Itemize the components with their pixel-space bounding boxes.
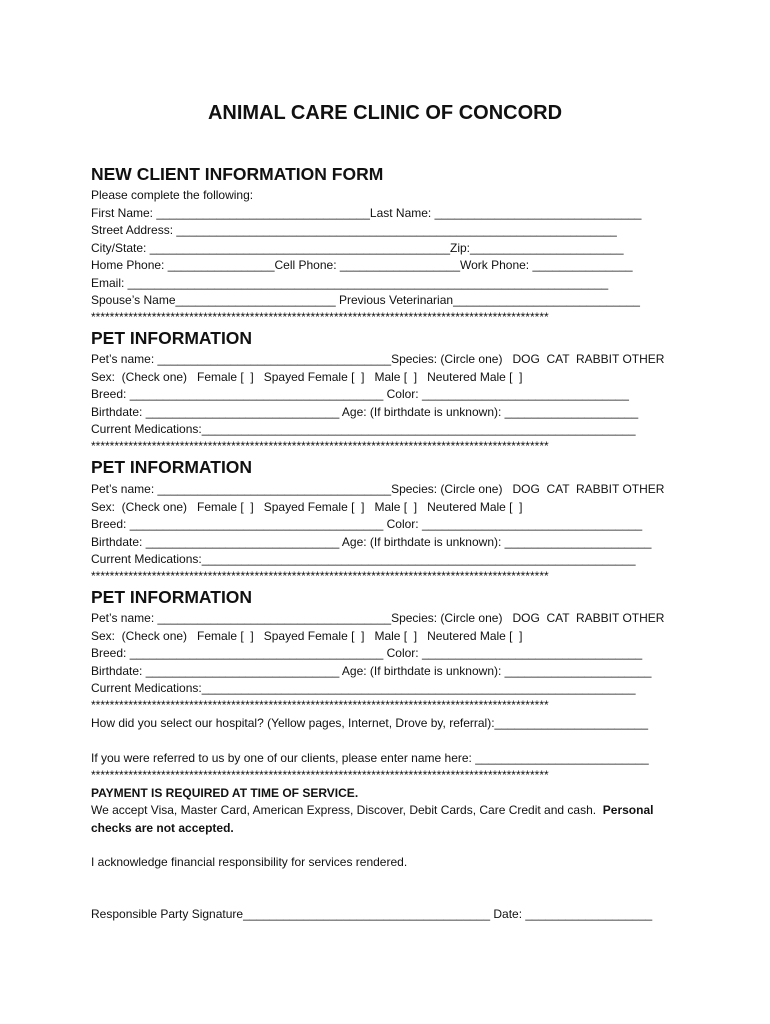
hospital-selection-field[interactable]: How did you select our hospital? (Yellow pages, Internet, Drove by, referral):_______________________ <box>91 716 649 730</box>
referral-name-field[interactable]: If you were referred to us by one of our clients, please enter name here: __________________________ <box>91 751 649 765</box>
pet-sex-checkboxes[interactable]: Sex: (Check one) Female [ ] Spayed Female [ ] Male [ ] Neutered Male [ ] <box>91 500 523 514</box>
pet-medications-field[interactable]: Current Medications:_________________________________________________________________ <box>91 552 636 566</box>
separator: ************************************************************************************************** <box>91 310 549 324</box>
signature-date-field[interactable]: Responsible Party Signature_____________________________________ Date: ___________________ <box>91 907 653 921</box>
street-address-field[interactable]: Street Address: __________________________________________________________________ <box>91 223 617 237</box>
pet-info-heading: PET INFORMATION <box>91 328 253 348</box>
first-last-name-field[interactable]: First Name: ________________________________Last Name: _______________________________ <box>91 206 642 220</box>
pet-birthdate-age-field[interactable]: Birthdate: _____________________________ Age: (If birthdate is unknown): ______________________ <box>91 535 652 549</box>
financial-responsibility-text: I acknowledge financial responsibility for services rendered. <box>91 855 408 869</box>
clinic-title: ANIMAL CARE CLINIC OF CONCORD <box>207 102 563 124</box>
separator: ************************************************************************************************** <box>91 569 549 583</box>
pet-birthdate-age-field[interactable]: Birthdate: _____________________________ Age: (If birthdate is unknown): ____________________ <box>91 405 639 419</box>
pet-medications-field[interactable]: Current Medications:_________________________________________________________________ <box>91 422 636 436</box>
separator: ************************************************************************************************** <box>91 768 549 782</box>
city-state-zip-field[interactable]: City/State: _____________________________________________Zip:_______________________ <box>91 241 624 255</box>
payment-methods-text <box>91 803 653 817</box>
pet-info-heading: PET INFORMATION <box>91 587 253 607</box>
pet-medications-field[interactable]: Current Medications:_________________________________________________________________ <box>91 681 636 695</box>
client-intro: Please complete the following: <box>91 188 254 202</box>
phone-fields[interactable]: Home Phone: ________________Cell Phone: __________________Work Phone: _______________ <box>91 258 633 272</box>
pet-name-species-field[interactable]: Pet’s name: ___________________________________Species: (Circle one) DOG CAT RABBIT OTHER <box>91 482 665 496</box>
spouse-vet-field[interactable]: Spouse’s Name________________________ Previous Veterinarian____________________________ <box>91 293 640 307</box>
pet-info-heading: PET INFORMATION <box>91 457 253 477</box>
pet-sex-checkboxes[interactable]: Sex: (Check one) Female [ ] Spayed Female [ ] Male [ ] Neutered Male [ ] <box>91 370 523 384</box>
pet-sex-checkboxes[interactable]: Sex: (Check one) Female [ ] Spayed Female [ ] Male [ ] Neutered Male [ ] <box>91 629 523 643</box>
pet-birthdate-age-field[interactable]: Birthdate: _____________________________ Age: (If birthdate is unknown): ______________________ <box>91 664 652 678</box>
pet-breed-color-field[interactable]: Breed: ______________________________________ Color: _________________________________ <box>91 517 643 531</box>
personal-text: Personal <box>602 803 654 817</box>
payment-required-notice: PAYMENT IS REQUIRED AT TIME OF SERVICE. <box>91 786 359 800</box>
email-field[interactable]: Email: ________________________________________________________________________ <box>91 276 609 290</box>
separator: ************************************************************************************************** <box>91 698 549 712</box>
pet-name-species-field[interactable]: Pet’s name: ___________________________________Species: (Circle one) DOG CAT RABBIT OTHER <box>91 611 665 625</box>
checks-not-accepted-text: checks are not accepted. <box>91 821 234 835</box>
pet-breed-color-field[interactable]: Breed: ______________________________________ Color: _________________________________ <box>91 646 643 660</box>
pet-name-species-field[interactable]: Pet’s name: ___________________________________Species: (Circle one) DOG CAT RABBIT OTHER <box>91 352 665 366</box>
client-form-heading: NEW CLIENT INFORMATION FORM <box>91 164 384 184</box>
accepted-cards-text: We accept Visa, Master Card, American Express, Discover, Debit Cards, Care Credit and cash. <box>91 803 597 817</box>
separator: ************************************************************************************************** <box>91 439 549 453</box>
pet-breed-color-field[interactable]: Breed: ______________________________________ Color: _______________________________ <box>91 387 629 401</box>
